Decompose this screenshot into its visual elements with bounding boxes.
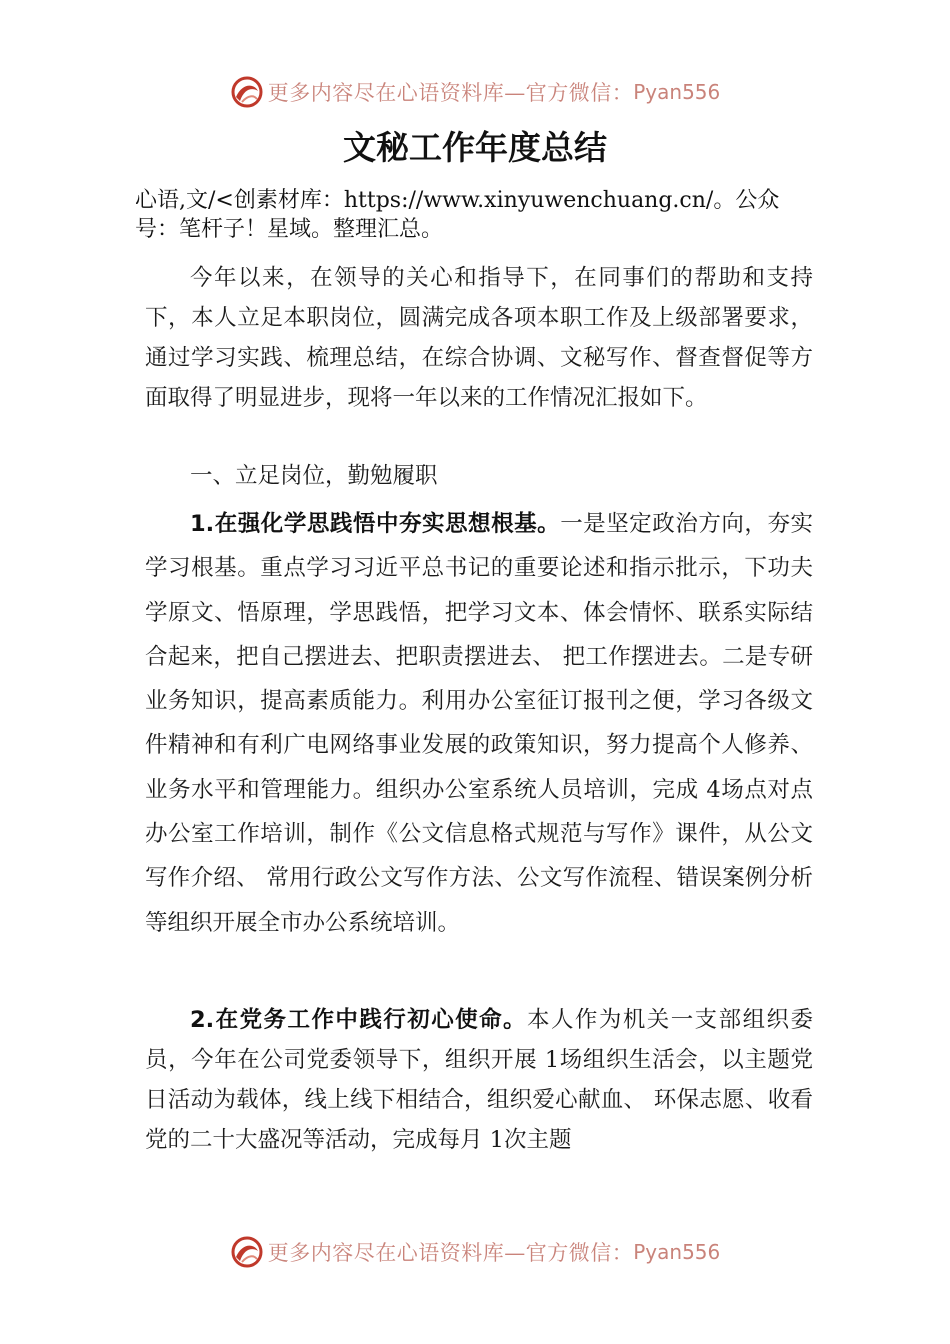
- section-heading-1: 一、立足岗位，勤勉履职: [190, 463, 438, 489]
- paragraph-2-body: 本人作为机关一支部组织委员，今年在公司党委领导下，组织开展 1场组织生活会，以主题党日活动为载体，线上线下相结合，组织爱心献血、 环保志愿、收看党的二十大盛况等活动，完成每月 1次主题: [145, 1007, 813, 1153]
- paragraph-2: [145, 1000, 813, 1160]
- paragraph-2-lead: 2.在党务工作中践行初心使命。: [190, 1007, 528, 1033]
- header-banner: [0, 72, 950, 112]
- red-swirl-logo-icon: [230, 1235, 264, 1269]
- paragraph-1-body: 一是坚定政治方向，夯实学习根基。重点学习习近平总书记的重要论述和指示批示，下功夫学原文、悟原理，学思践悟，把学习文本、体会情怀、联系实际结合起来，把自己摆进去、把职责摆进去、 把工作摆进去。二是专研业务知识，提高素质能力。利用办公室征订报刊之便，学习各级文件精神和有利广电网络事业发展的政策知识，努力提高个人修养、业务水平和管理能力。组织办公室系统人员培训，完成 4场点对点办公室工作培训，制作《公文信息格式规范与写作》课件，从公文写作介绍、 常用行政公文写作方法、公文写作流程、错误案例分析等组织开展全市办公系统培训。: [145, 511, 813, 936]
- source-line: 心语,文/<创素材库：https://www.xinyuwenchuang.cn/。公众号：笔杆子！星域。整理汇总。: [135, 188, 780, 242]
- footer-banner-wechat-id: Pyan556: [633, 1240, 721, 1264]
- red-swirl-logo-icon: [230, 75, 264, 109]
- document-title: 文秘工作年度总结: [343, 128, 607, 167]
- paragraph-1-lead: 1.在强化学思践悟中夯实思想根基。: [190, 511, 561, 537]
- footer-banner: [0, 1232, 950, 1272]
- banner-text: 更多内容尽在心语资料库—官方微信：: [267, 81, 634, 105]
- paragraph-1: [145, 502, 813, 945]
- intro-paragraph: 今年以来，在领导的关心和指导下，在同事们的帮助和支持下，本人立足本职岗位，圆满完成各项本职工作及上级部署要求，通过学习实践、梳理总结，在综合协调、文秘写作、督查督促等方面取得了明显进步，现将一年以来的工作情况汇报如下。: [145, 265, 813, 411]
- banner-wechat-id: Pyan556: [633, 80, 721, 104]
- footer-banner-text: 更多内容尽在心语资料库—官方微信：: [267, 1241, 634, 1265]
